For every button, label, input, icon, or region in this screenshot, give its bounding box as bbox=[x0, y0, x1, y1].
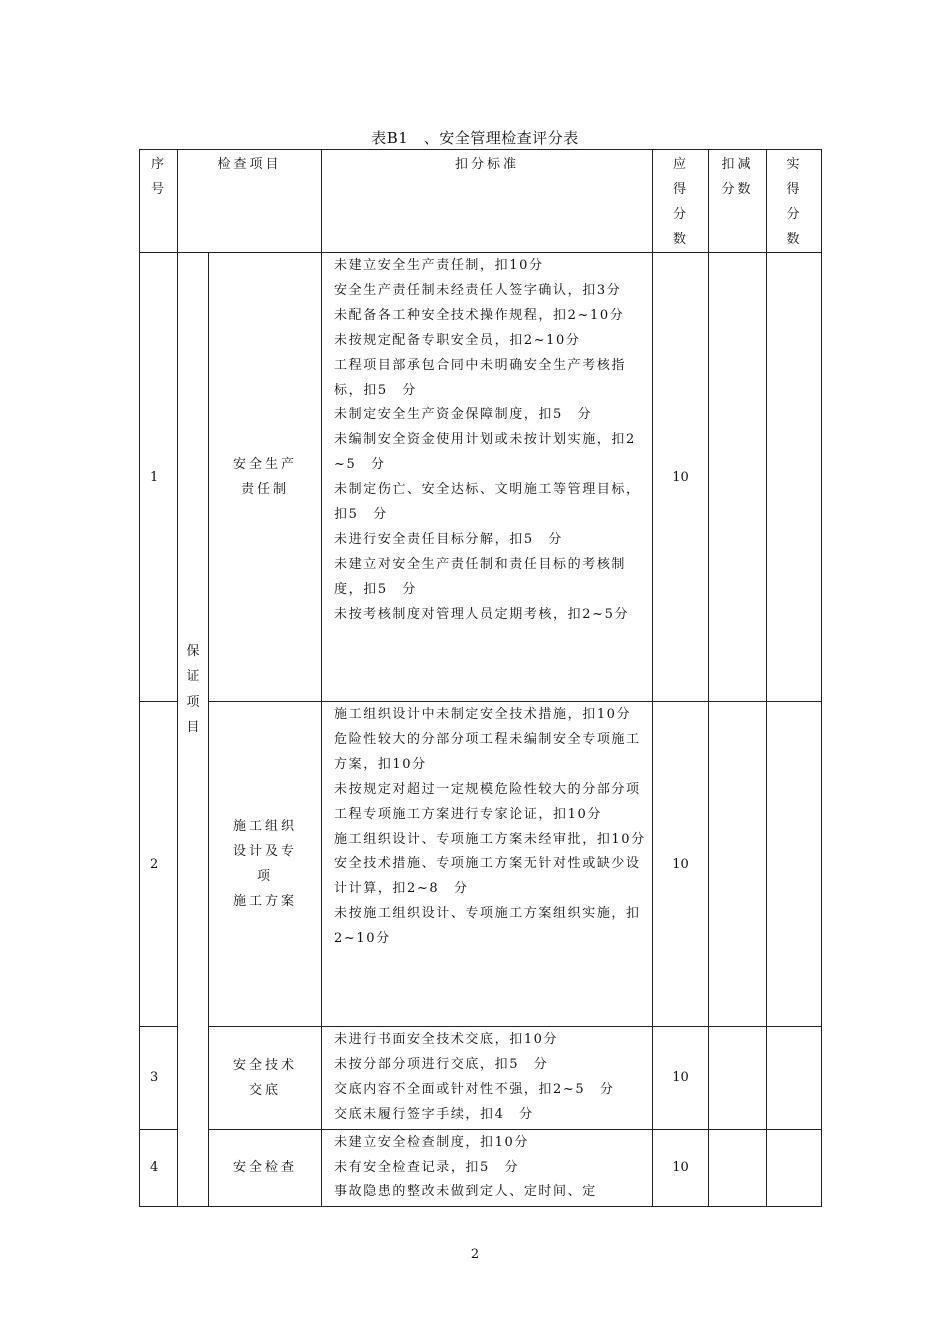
header-due-score: 应 得 分 数 bbox=[653, 150, 709, 253]
actual-score-cell[interactable] bbox=[767, 1129, 822, 1207]
check-item: 施工组织 设计及专 项 施工方案 bbox=[209, 702, 322, 1027]
check-item: 安全生产 责任制 bbox=[209, 253, 322, 702]
table-row bbox=[140, 1129, 822, 1207]
table-row bbox=[140, 253, 822, 702]
criterion: 未有安全检查记录，扣5 分 bbox=[334, 1159, 520, 1175]
criterion: 未建立对安全生产责任制和责任目标的考核制度，扣5 分 bbox=[334, 556, 627, 597]
table-row bbox=[140, 702, 822, 1027]
header-criteria: 扣分标准 bbox=[322, 150, 653, 253]
deduct-score-cell[interactable] bbox=[709, 1129, 767, 1207]
row-number: 3 bbox=[140, 1027, 178, 1130]
deduction-criteria bbox=[322, 1129, 653, 1207]
criterion: 未按规定配备专职安全员，扣2~10分 bbox=[334, 332, 581, 348]
criterion: 未建立安全检查制度，扣10分 bbox=[334, 1134, 529, 1150]
table-title: 表B1 、安全管理检查评分表 bbox=[371, 129, 579, 147]
due-score: 10 bbox=[653, 1027, 709, 1130]
criterion: 未配备各工种安全技术操作规程，扣2~10分 bbox=[334, 307, 625, 323]
check-item: 安全检查 bbox=[209, 1129, 322, 1207]
deduction-criteria bbox=[322, 702, 653, 1027]
group-cell bbox=[178, 253, 209, 1207]
criterion: 未制定伤亡、安全达标、文明施工等管理目标，扣5 分 bbox=[334, 482, 641, 523]
criterion: 未制定安全生产资金保障制度，扣5 分 bbox=[334, 407, 593, 423]
header-item: 检查项目 bbox=[178, 150, 322, 253]
safety-management-score-table bbox=[139, 149, 822, 1207]
due-score: 10 bbox=[653, 702, 709, 1027]
page-number: 2 bbox=[470, 1247, 480, 1262]
criterion: 未编制安全资金使用计划或未按计划实施，扣2~5 分 bbox=[334, 432, 636, 473]
row-number: 2 bbox=[140, 702, 178, 1027]
deduct-score-cell[interactable] bbox=[709, 253, 767, 702]
criterion: 施工组织设计、专项施工方案未经审批，扣10分 bbox=[334, 831, 646, 847]
deduction-criteria bbox=[322, 1027, 653, 1130]
actual-score-cell[interactable] bbox=[767, 702, 822, 1027]
criterion: 工程项目部承包合同中未明确安全生产考核指标，扣5 分 bbox=[334, 357, 627, 398]
criterion: 交底内容不全面或针对性不强，扣2~5 分 bbox=[334, 1081, 615, 1097]
due-score: 10 bbox=[653, 1129, 709, 1207]
criterion: 事故隐患的整改未做到定人、定时间、定 bbox=[334, 1184, 597, 1200]
criterion: 安全技术措施、专项施工方案无针对性或缺少设计计算，扣2~8 分 bbox=[334, 856, 641, 897]
criterion: 未按规定对超过一定规模危险性较大的分部分项工程专项施工方案进行专家论证，扣10分 bbox=[334, 781, 641, 822]
criterion: 未按考核制度对管理人员定期考核，扣2~5分 bbox=[334, 606, 630, 622]
actual-score-cell[interactable] bbox=[767, 1027, 822, 1130]
check-item: 安全技术 交底 bbox=[209, 1027, 322, 1130]
due-score: 10 bbox=[653, 253, 709, 702]
criterion: 未建立安全生产责任制，扣10分 bbox=[334, 258, 544, 273]
header-deduct-score: 扣减 分数 bbox=[709, 150, 767, 253]
criterion: 未按分部分项进行交底，扣5 分 bbox=[334, 1056, 549, 1072]
row-number: 4 bbox=[140, 1129, 178, 1207]
criterion: 危险性较大的分部分项工程未编制安全专项施工方案，扣10分 bbox=[334, 731, 641, 772]
criterion: 未按施工组织设计、专项施工方案组织实施，扣2~10分 bbox=[334, 906, 641, 947]
criterion: 安全生产责任制未经责任人签字确认，扣3分 bbox=[334, 282, 622, 298]
header-no: 序 号 bbox=[140, 150, 178, 253]
header-row bbox=[140, 150, 822, 253]
group-label: 保 证 项 目 bbox=[186, 643, 200, 736]
header-actual-score: 实 得 分 数 bbox=[767, 150, 822, 253]
criterion: 施工组织设计中未制定安全技术措施，扣10分 bbox=[334, 707, 632, 722]
criterion: 交底未履行签字手续，扣4 分 bbox=[334, 1106, 534, 1122]
deduct-score-cell[interactable] bbox=[709, 1027, 767, 1130]
criterion: 未进行书面安全技术交底，扣10分 bbox=[334, 1032, 559, 1047]
deduct-score-cell[interactable] bbox=[709, 702, 767, 1027]
actual-score-cell[interactable] bbox=[767, 253, 822, 702]
criterion: 未进行安全责任目标分解，扣5 分 bbox=[334, 531, 563, 547]
table-row bbox=[140, 1027, 822, 1130]
row-number: 1 bbox=[140, 253, 178, 702]
deduction-criteria bbox=[322, 253, 653, 702]
